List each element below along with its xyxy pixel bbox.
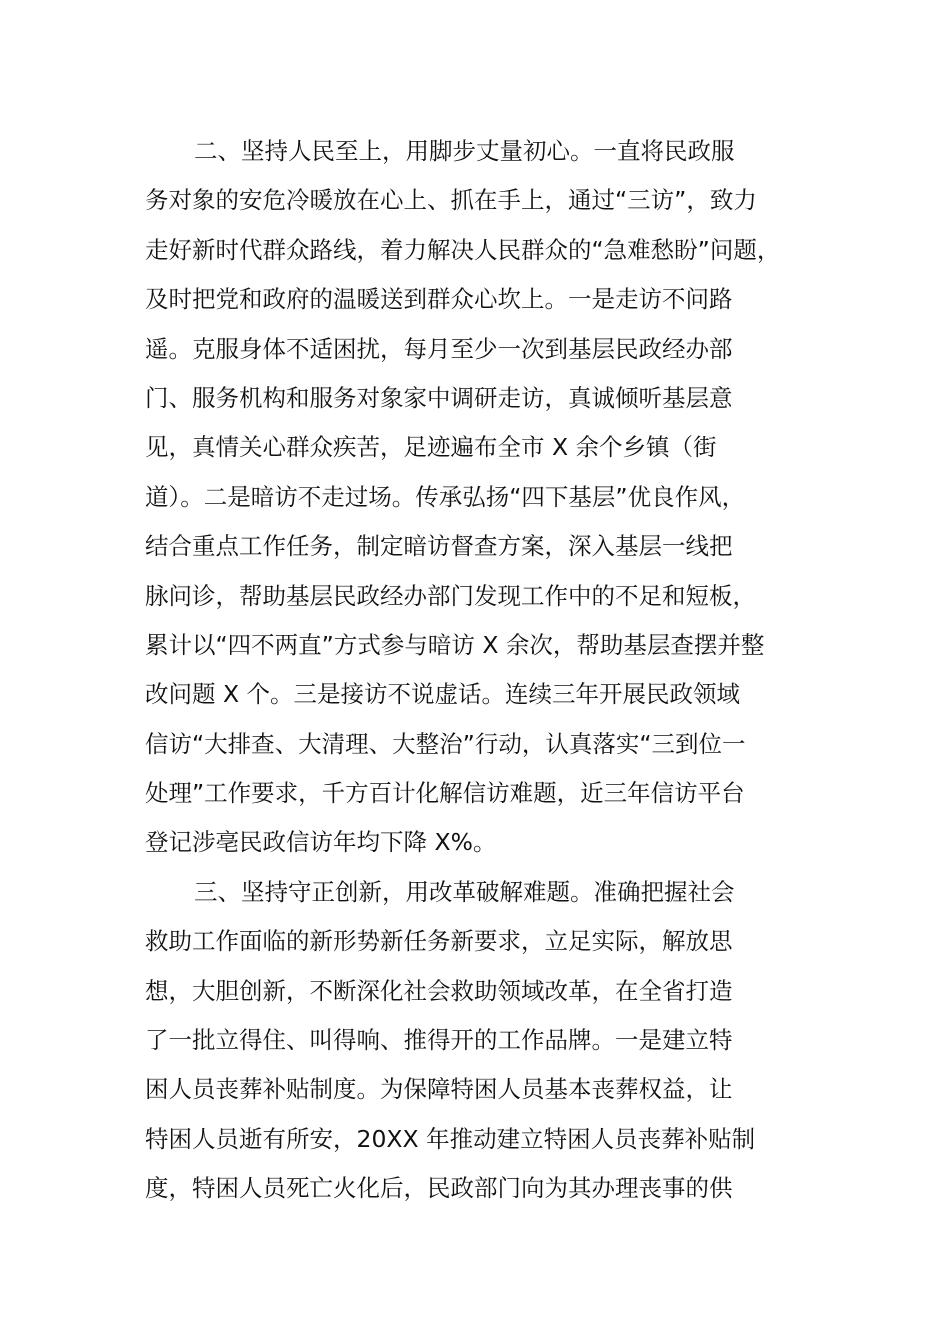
paragraph-3-line-7: 度，特困人员死亡火化后，民政部门向为其办理丧事的供 xyxy=(145,1174,733,1203)
paragraph-3-line-6: 特困人员逝有所安，20XX 年推动建立特困人员丧葬补贴制 xyxy=(145,1124,756,1153)
paragraph-2-line-7: 见，真情关心群众疾苦，足迹遍布全市 X 余个乡镇（街 xyxy=(145,433,717,462)
paragraph-2-line-3: 走好新时代群众路线，着力解决人民群众的“急难愁盼”问题， xyxy=(145,235,781,264)
paragraph-2-line-9: 结合重点工作任务，制定暗访督查方案，深入基层一线把 xyxy=(145,532,733,561)
paragraph-2-line-8: 道）。二是暗访不走过场。传承弘扬“四下基层”优良作风， xyxy=(145,482,746,511)
paragraph-2-line-12: 改问题 X 个。三是接访不说虚话。连续三年开展民政领域 xyxy=(145,680,741,709)
body-text xyxy=(145,127,845,1214)
paragraph-3-line-4: 了一批立得住、叫得响、推得开的工作品牌。一是建立特 xyxy=(145,1026,733,1055)
paragraph-2-line-6: 门、服务机构和服务对象家中调研走访，真诚倾听基层意 xyxy=(145,383,733,412)
paragraph-2-line-2: 务对象的安危冷暖放在心上、抓在手上，通过“三访”，致力 xyxy=(145,186,757,215)
paragraph-2-line-1: 二、坚持人民至上，用脚步丈量初心。一直将民政服 xyxy=(194,137,735,165)
paragraph-2-line-10: 脉问诊，帮助基层民政经办部门发现工作中的不足和短板， xyxy=(145,581,756,610)
paragraph-2-line-14: 处理”工作要求，千方百计化解信访难题，近三年信访平台 xyxy=(145,779,745,808)
paragraph-2-line-15: 登记涉亳民政信访年均下降 X%。 xyxy=(145,828,497,857)
paragraph-2-line-13: 信访“大排查、大清理、大整治”行动，认真落实“三到位一 xyxy=(145,729,746,758)
paragraph-2-line-4: 及时把党和政府的温暖送到群众心坎上。一是走访不问路 xyxy=(145,285,733,314)
paragraph-3-line-1: 三、坚持守正创新，用改革破解难题。准确把握社会 xyxy=(194,877,735,906)
paragraph-3-line-5: 困人员丧葬补贴制度。为保障特困人员基本丧葬权益，让 xyxy=(145,1075,733,1104)
paragraph-2-line-5: 遥。克服身体不适困扰，每月至少一次到基层民政经办部 xyxy=(145,334,733,363)
paragraph-3-line-2: 救助工作面临的新形势新任务新要求，立足实际，解放思 xyxy=(145,927,733,956)
paragraph-2-line-11: 累计以“四不两直”方式参与暗访 X 余次，帮助基层查摆并整 xyxy=(145,630,765,659)
paragraph-3-line-3: 想，大胆创新，不断深化社会救助领域改革，在全省打造 xyxy=(145,976,733,1005)
